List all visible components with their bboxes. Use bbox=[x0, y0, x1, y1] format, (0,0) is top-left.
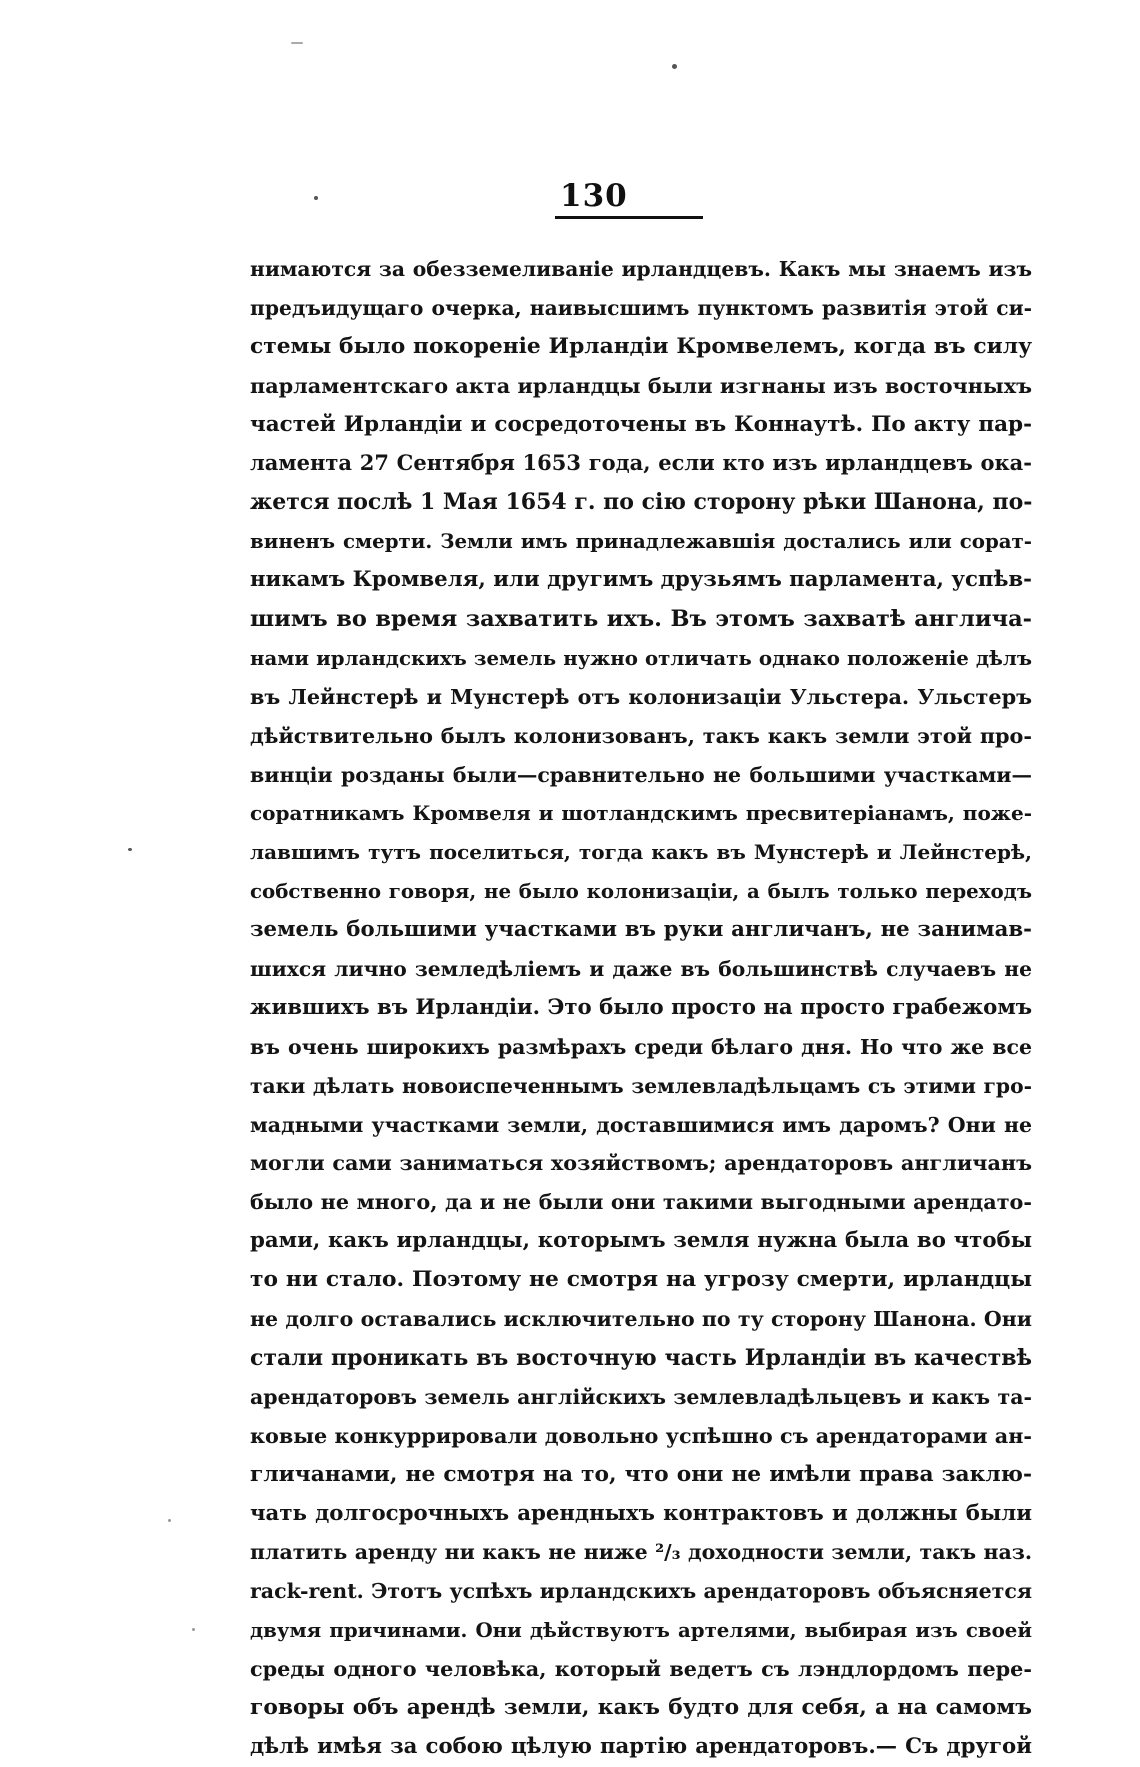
text-line: шимъ во время захватить ихъ. Въ этомъ захватѣ англича- bbox=[250, 606, 1032, 633]
text-line: таки дѣлать новоиспеченнымъ землевладѣльцамъ съ этими гро- bbox=[250, 1073, 1032, 1098]
text-line: собственно говоря, не было колонизаціи, а былъ только переходъ bbox=[250, 879, 1032, 904]
page-number-underline bbox=[555, 216, 703, 219]
page-number: 130 bbox=[560, 178, 628, 214]
text-line: нимаются за обезземеливаніе ирландцевъ. Какъ мы знаемъ изъ bbox=[250, 257, 1032, 281]
body-text bbox=[250, 250, 1032, 1767]
text-line: было не много, да и не были они такими выгодными арендато- bbox=[250, 1190, 1032, 1215]
text-line: жившихъ въ Ирландіи. Это было просто на просто грабежомъ bbox=[250, 994, 1032, 1020]
text-line: двумя причинами. Они дѣйствуютъ артелями, выбирая изъ своей bbox=[250, 1618, 1032, 1643]
dust-speck bbox=[192, 1628, 195, 1631]
dust-speck bbox=[672, 64, 677, 69]
text-line: соратникамъ Кромвеля и шотландскимъ пресвитеріанамъ, поже- bbox=[250, 801, 1032, 826]
dust-speck bbox=[128, 848, 132, 851]
text-line: дѣйствительно былъ колонизованъ, такъ какъ земли этой про- bbox=[250, 723, 1032, 748]
dust-speck bbox=[291, 42, 303, 44]
text-line: лавшимъ тутъ поселиться, тогда какъ въ Мунстерѣ и Лейнстерѣ, bbox=[250, 840, 1032, 865]
text-line: среды одного человѣка, который ведетъ съ лэндлордомъ пере- bbox=[250, 1657, 1032, 1682]
text-line: платить аренду ни какъ не ниже ²/₃ доходности земли, такъ наз. bbox=[250, 1540, 1032, 1565]
text-line: въ очень широкихъ размѣрахъ среди бѣлаго дня. Но что же все bbox=[250, 1034, 1032, 1059]
text-line: рами, какъ ирландцы, которымъ земля нужна была во чтобы bbox=[250, 1228, 1032, 1254]
text-line: предъидущаго очерка, наивысшимъ пунктомъ развитія этой си- bbox=[250, 295, 1032, 320]
dust-speck bbox=[168, 1519, 171, 1522]
text-line: чать долгосрочныхъ арендныхъ контрактовъ и должны были bbox=[250, 1500, 1032, 1526]
text-line: rack-rent. Этотъ успѣхъ ирландскихъ арендаторовъ объясняется bbox=[250, 1579, 1032, 1604]
text-line: то ни стало. Поэтому не смотря на угрозу смерти, ирландцы bbox=[250, 1267, 1032, 1293]
text-line: стемы было покореніе Ирландіи Кромвелемъ, когда въ силу bbox=[250, 333, 1032, 359]
text-line: дѣлѣ имѣя за собою цѣлую партію арендаторовъ.— Съ другой bbox=[250, 1733, 1032, 1759]
text-line: винціи розданы были—сравнительно не большими участками— bbox=[250, 762, 1032, 787]
text-line: виненъ смерти. Земли имъ принадлежавшія достались или сорат- bbox=[250, 529, 1032, 554]
text-line: шихся лично земледѣліемъ и даже въ большинствѣ случаевъ не bbox=[250, 957, 1032, 982]
text-line: никамъ Кромвеля, или другимъ друзьямъ парламента, успѣв- bbox=[250, 567, 1032, 593]
text-line: жется послѣ 1 Мая 1654 г. по сію сторону рѣки Шанона, по- bbox=[250, 489, 1032, 516]
text-line: могли сами заниматься хозяйствомъ; арендаторовъ англичанъ bbox=[250, 1151, 1032, 1176]
text-line: нами ирландскихъ земель нужно отличать однако положеніе дѣлъ bbox=[250, 645, 1032, 670]
text-line: говоры объ арендѣ земли, какъ будто для себя, а на самомъ bbox=[250, 1694, 1032, 1720]
text-line: ламента 27 Сентября 1653 года, если кто изъ ирландцевъ ока- bbox=[250, 450, 1032, 476]
text-line: парламентскаго акта ирландцы были изгнаны изъ восточныхъ bbox=[250, 373, 1032, 398]
text-line: земель большими участками въ руки англичанъ, не занимав- bbox=[250, 917, 1032, 943]
text-line: гличанами, не смотря на то, что они не имѣли права заклю- bbox=[250, 1461, 1032, 1487]
text-line: стали проникать въ восточную часть Ирландіи въ качествѣ bbox=[250, 1344, 1032, 1371]
text-line: частей Ирландіи и сосредоточены въ Коннаутѣ. По акту пар- bbox=[250, 411, 1032, 437]
text-line: не долго оставались исключительно по ту сторону Шанона. Они bbox=[250, 1307, 1032, 1332]
text-line: въ Лейнстерѣ и Мунстерѣ отъ колонизаціи Ульстера. Ульстеръ bbox=[250, 684, 1032, 709]
text-line: ковые конкуррировали довольно успѣшно съ арендаторами ан- bbox=[250, 1423, 1032, 1448]
dust-speck bbox=[314, 196, 318, 200]
text-line: арендаторовъ земель англійскихъ землевладѣльцевъ и какъ та- bbox=[250, 1384, 1032, 1409]
text-line: мадными участками земли, доставшимися имъ даромъ? Они не bbox=[250, 1112, 1032, 1137]
